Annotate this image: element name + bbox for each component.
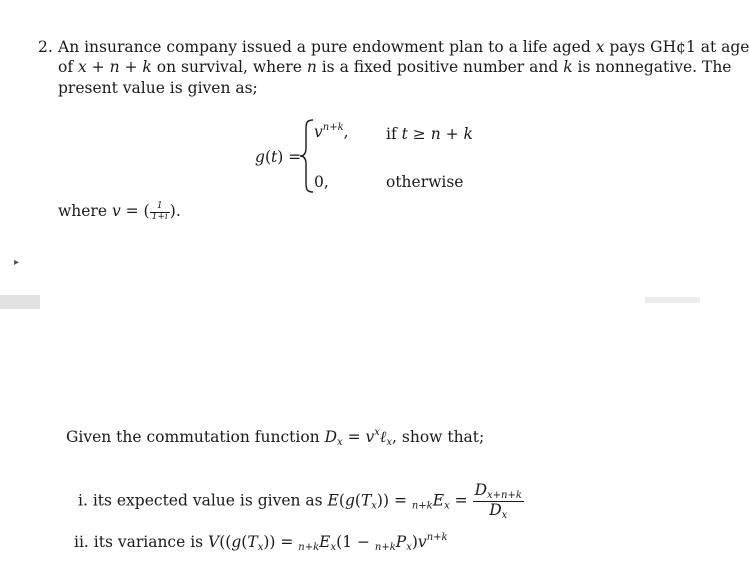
intro-line-1-text: An insurance company issued a pure endowment plan to a life aged x pays GH¢1 at age: [58, 38, 749, 56]
part-ii-label: ii.: [74, 533, 89, 551]
case-1-condition: if t ≥ n + k: [386, 125, 473, 143]
piecewise-lhs: g(t) =: [255, 148, 302, 166]
where-clause: where v = ( $\frac{1}{1+i}$ ).: [58, 200, 181, 222]
part-i-label: i.: [78, 491, 88, 510]
problem-number: 2.: [38, 38, 53, 56]
problem-intro-line-2: [58, 57, 731, 78]
intro-line-2-text: of x + n + k on survival, where n is a fixed positive number and k is nonnegative. The: [58, 58, 732, 76]
part-i-fraction: $\frac{D_{x+n+k}}{D_x}$: [474, 481, 522, 521]
case-2-condition: otherwise: [386, 173, 464, 191]
case-1-value: $v^{n+k}$,: [314, 122, 349, 141]
problem-intro-line-3: present value is given as;: [58, 79, 258, 97]
part-ii: ii. its variance is $V((g(T_x)) = _{n+k}E_x(1 - _{n+k}P_x)v^{n+k}$: [74, 532, 448, 553]
scan-artifact-right: [645, 297, 700, 303]
scan-artifact-left: [0, 295, 40, 309]
case-2-value: 0,: [314, 173, 329, 191]
part-i: i. its expected value is given as $E(g(T_x)) = _{n+k}E_x$ = $\frac{D_{x+n+k}}{D_x}$: [78, 481, 522, 521]
problem-intro-line-1: [58, 37, 749, 58]
commutation-line: Given the commutation function $D_x$ = $v^x\ell_x$, show that;: [66, 427, 485, 448]
scan-artifact-mark: ▸: [14, 257, 20, 268]
